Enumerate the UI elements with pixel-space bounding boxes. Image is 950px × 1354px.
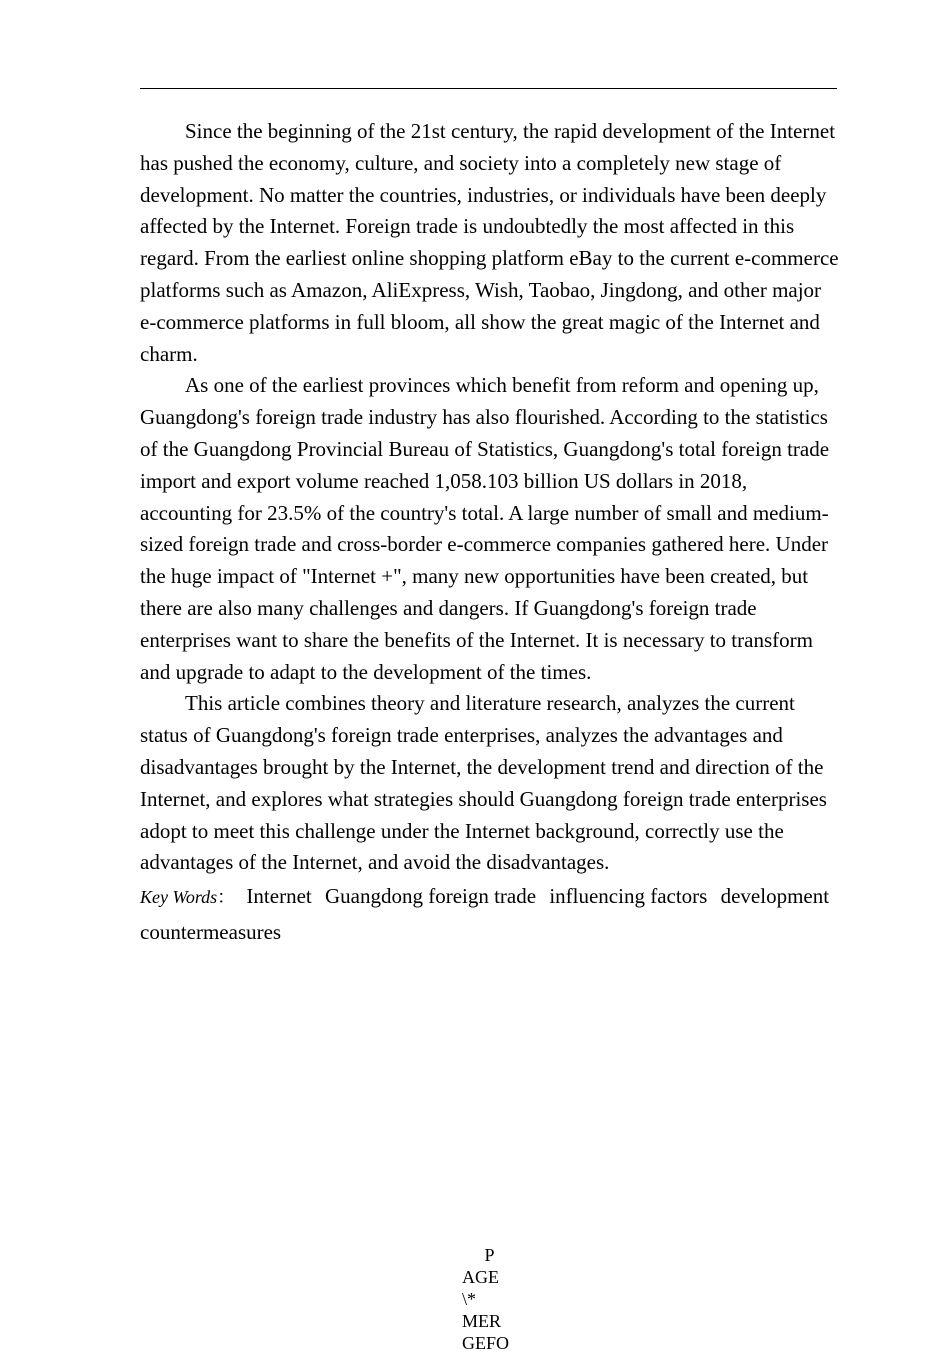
keywords-label: Key Words [140,887,218,908]
keywords-line [140,879,840,950]
abstract-paragraph-2: As one of the earliest provinces which benefit from reform and opening up, Guangdong's foreign trade industry has also flourished. According to the statistics of the Guangdong Provincial Bureau of Statistics, Guangdong's total foreign trade import and export volume reached 1,058.103 billion US dollars in 2018, accounting for 23.5% of the country's total. A large number of small and medium-sized foreign trade and cross-border e-commerce companies gathered here. Under the huge impact of "Internet +", many new opportunities have been created, but there are also many challenges and dangers. If Guangdong's foreign trade enterprises want to share the benefits of the Internet. It is necessary to transform and upgrade to adapt to the development of the times. [140,373,830,684]
keyword-term: development countermeasures [140,884,830,945]
abstract-paragraph-1: Since the beginning of the 21st century, the rapid development of the Internet has pushed the economy, culture, and society into a completely new stage of development. No matter the countries, industries, or individuals have been deeply affected by the Internet. Foreign trade is undoubtedly the most affected in this regard. From the earliest online shopping platform eBay to the current e-commerce platforms such as Amazon, AliExpress, Wish, Taobao, Jingdong, and other major e-commerce platforms in full bloom, all show the great magic of the Internet and charm. [140,119,839,366]
abstract-paragraph-3: This article combines theory and literature research, analyzes the current status of Guangdong's foreign trade enterprises, analyzes the advantages and disadvantages brought by the Internet, the development trend and direction of the Internet, and explores what strategies should Guangdong foreign trade enterprises adopt to meet this challenge under the Internet background, correctly use the advantages of the Internet, and avoid the disadvantages. [140,691,827,875]
keywords-colon: ： [217,887,236,908]
abstract-body [140,116,840,950]
keyword-term: influencing factors [549,884,708,909]
keyword-term: Internet [246,884,312,909]
keyword-term: Guangdong foreign trade [324,884,537,909]
header-rule [140,88,837,89]
page-number-field: P AGE \* MER GEFO [462,1245,510,1353]
